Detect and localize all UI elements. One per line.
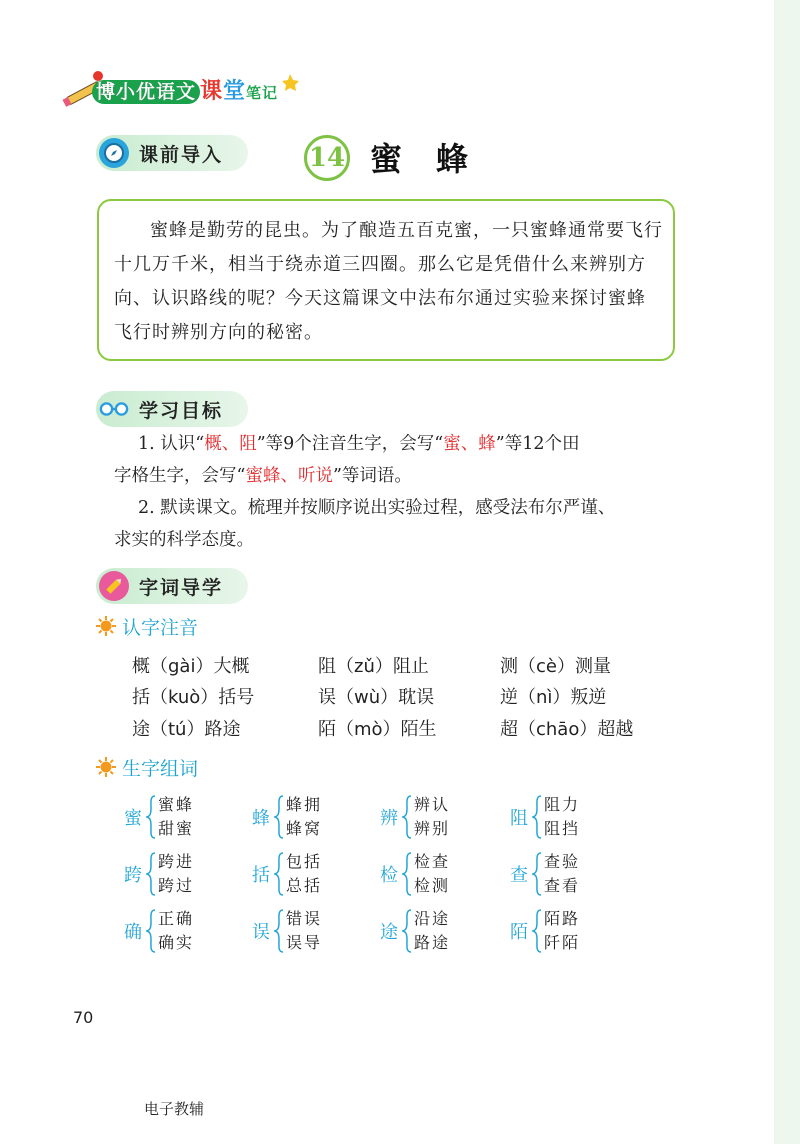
word-group	[252, 906, 362, 956]
word-group-word-2: 误导	[286, 933, 323, 952]
word-group-char: 阻	[510, 808, 528, 829]
word-group-word-1: 跨进	[158, 852, 195, 871]
pinyin-reading: gài	[168, 656, 196, 677]
section-label-goals: 学习目标	[139, 399, 224, 422]
word-group-word-2: 蜂窝	[286, 819, 323, 838]
word-group-word-1: 蜂拥	[286, 795, 323, 814]
word-group-word-2: 查看	[544, 876, 581, 895]
goal-1-highlight-g: 蜜蜂、听说	[245, 466, 333, 486]
logo-part3: 堂	[223, 79, 247, 104]
pinyin-entry	[132, 652, 249, 678]
pinyin-entry	[500, 683, 606, 709]
word-group	[510, 792, 620, 842]
pinyin-word: 耽误	[398, 687, 435, 708]
brace-icon	[532, 794, 542, 840]
word-group	[380, 849, 490, 899]
word-group	[380, 906, 490, 956]
intro-text: 蜜蜂是勤劳的昆虫。为了酿造五百克蜜，一只蜜蜂通常要飞行十几万千米，相当于绕赤道三四圈。那么它是凭借什么来辨别方向、认识路线的呢？今天这篇课文中法布尔通过实验来探讨蜜蜂飞行时辨别方向的秘密。	[114, 220, 663, 343]
word-group-word-2: 路途	[414, 933, 451, 952]
word-group-char: 蜂	[252, 808, 270, 829]
pinyin-entry	[132, 715, 240, 741]
word-group-char: 途	[380, 922, 398, 943]
word-group-char: 确	[124, 922, 142, 943]
pinyin-paren-open: （	[336, 656, 354, 677]
brace-icon	[274, 851, 284, 897]
footer-text: 电子教辅	[144, 1100, 205, 1118]
pinyin-paren-open: （	[150, 656, 168, 677]
word-group	[124, 849, 234, 899]
section-pill-goals	[96, 391, 248, 427]
word-group-word-2: 总括	[286, 876, 323, 895]
word-group	[124, 792, 234, 842]
goal-1-highlight-a: 概、阻	[204, 434, 257, 454]
pinyin-reading: cè	[536, 656, 557, 677]
logo-part2: 课	[200, 79, 224, 104]
word-group-char: 括	[252, 865, 270, 886]
word-group-char: 误	[252, 922, 270, 943]
pinyin-char: 逆	[500, 687, 518, 708]
word-group-char: 陌	[510, 922, 528, 943]
pinyin-entry	[318, 715, 437, 741]
pinyin-reading: chāo	[536, 719, 580, 740]
pinyin-word: 括号	[218, 687, 255, 708]
word-group-word-1: 正确	[158, 909, 195, 928]
word-group-char: 辨	[380, 808, 398, 829]
word-group-word-1: 沿途	[414, 909, 451, 928]
pinyin-reading: mò	[354, 719, 383, 740]
word-group	[510, 906, 620, 956]
goal-2-line-1: 2. 默读课文。梳理并按顺序说出实验过程，感受法布尔严谨、	[138, 498, 616, 518]
page-number: 70	[73, 1008, 94, 1027]
pinyin-char: 途	[132, 719, 150, 740]
pinyin-entry	[318, 683, 434, 709]
goal-2-line-2: 求实的科学态度。	[114, 530, 254, 550]
pinyin-paren-open: （	[150, 687, 168, 708]
word-group-word-2: 阻挡	[544, 819, 581, 838]
pinyin-paren-close: ）	[200, 687, 219, 708]
goal-1-line-1	[138, 428, 698, 460]
pinyin-entry	[132, 683, 254, 709]
brace-icon	[146, 851, 156, 897]
pinyin-paren-open: （	[150, 719, 168, 740]
word-group-char: 跨	[124, 865, 142, 886]
subheading-pinyin: 认字注音	[122, 617, 199, 639]
goal-1-text-a: 1. 认识“	[138, 434, 205, 454]
pinyin-entry	[318, 652, 429, 678]
brace-icon	[532, 851, 542, 897]
series-logo	[92, 74, 278, 105]
brace-icon	[274, 794, 284, 840]
brace-icon	[532, 908, 542, 954]
logo-part1: 博小优语文	[92, 80, 200, 104]
pinyin-paren-close: ）	[186, 719, 205, 740]
lesson-title: 蜜蜂	[370, 140, 503, 178]
pinyin-word: 测量	[574, 656, 611, 677]
word-group-char: 蜜	[124, 808, 142, 829]
sun-icon	[96, 616, 116, 636]
pinyin-word: 叛逆	[570, 687, 607, 708]
brace-icon	[402, 794, 412, 840]
pinyin-char: 陌	[318, 719, 336, 740]
pinyin-paren-close: ）	[382, 719, 401, 740]
glasses-icon	[99, 394, 129, 424]
pinyin-paren-open: （	[518, 656, 536, 677]
word-group-word-1: 阻力	[544, 795, 581, 814]
pinyin-word: 陌生	[400, 719, 437, 740]
pinyin-char: 概	[132, 656, 150, 677]
pinyin-reading: tú	[168, 719, 187, 740]
subheading-words: 生字组词	[122, 758, 199, 780]
word-group-word-1: 蜜蜂	[158, 795, 195, 814]
word-group-word-2: 阡陌	[544, 933, 581, 952]
pinyin-reading: wù	[354, 687, 381, 708]
pinyin-entry	[500, 652, 611, 678]
word-group-word-2: 跨过	[158, 876, 195, 895]
pinyin-paren-open: （	[518, 687, 536, 708]
pinyin-word: 路途	[204, 719, 241, 740]
section-pill-vocab	[96, 568, 248, 604]
word-group	[510, 849, 620, 899]
word-group-char: 查	[510, 865, 528, 886]
pinyin-word: 超越	[597, 719, 634, 740]
pinyin-paren-open: （	[336, 719, 354, 740]
word-group-word-2: 甜蜜	[158, 819, 195, 838]
pinyin-char: 误	[318, 687, 336, 708]
section-pill-intro	[96, 135, 248, 171]
goal-1-text-c: ”等9个注音生字，会写“	[256, 434, 444, 454]
pinyin-reading: nì	[536, 687, 553, 708]
word-group-word-1: 错误	[286, 909, 323, 928]
brace-icon	[402, 908, 412, 954]
pinyin-word: 大概	[213, 656, 250, 677]
pinyin-entry	[500, 715, 633, 741]
word-group-word-2: 辨别	[414, 819, 451, 838]
word-group	[252, 792, 362, 842]
word-group-word-1: 辨认	[414, 795, 451, 814]
brace-icon	[146, 908, 156, 954]
word-group-word-2: 检测	[414, 876, 451, 895]
goal-1-text-f: 字格生字，会写“	[114, 466, 246, 486]
pinyin-paren-close: ）	[556, 656, 575, 677]
brace-icon	[402, 851, 412, 897]
pinyin-paren-close: ）	[380, 687, 399, 708]
pinyin-char: 测	[500, 656, 518, 677]
word-group-word-1: 包括	[286, 852, 323, 871]
section-label-vocab: 字词导学	[139, 576, 224, 599]
pinyin-word: 阻止	[392, 656, 429, 677]
word-group-word-1: 检查	[414, 852, 451, 871]
word-group	[380, 792, 490, 842]
pinyin-paren-open: （	[518, 719, 536, 740]
pinyin-paren-close: ）	[374, 656, 393, 677]
word-group-word-2: 确实	[158, 933, 195, 952]
pinyin-reading: zǔ	[354, 656, 375, 677]
sun-icon	[96, 757, 116, 777]
pinyin-paren-close: ）	[552, 687, 571, 708]
logo-part4: 笔记	[246, 84, 279, 102]
page-edge-strip	[774, 0, 800, 1144]
goal-1-highlight-d: 蜜、蜂	[443, 434, 496, 454]
lesson-number: 14	[304, 135, 350, 181]
word-group-word-1: 查验	[544, 852, 581, 871]
word-group-word-1: 陌路	[544, 909, 581, 928]
section-label-intro: 课前导入	[139, 143, 224, 166]
pinyin-reading: kuò	[168, 687, 201, 708]
word-group	[252, 849, 362, 899]
pinyin-paren-open: （	[336, 687, 354, 708]
pinyin-char: 阻	[318, 656, 336, 677]
pencil-icon	[99, 571, 129, 601]
brace-icon	[274, 908, 284, 954]
word-group	[124, 906, 234, 956]
pinyin-char: 括	[132, 687, 150, 708]
goal-1-line-2	[114, 460, 694, 492]
pinyin-paren-close: ）	[579, 719, 598, 740]
goal-1-text-e: ”等12个田	[495, 434, 580, 454]
word-group-char: 检	[380, 865, 398, 886]
pinyin-char: 超	[500, 719, 518, 740]
brace-icon	[146, 794, 156, 840]
pinyin-paren-close: ）	[195, 656, 214, 677]
compass-icon	[99, 138, 129, 168]
goal-1-text-h: ”等词语。	[332, 466, 412, 486]
